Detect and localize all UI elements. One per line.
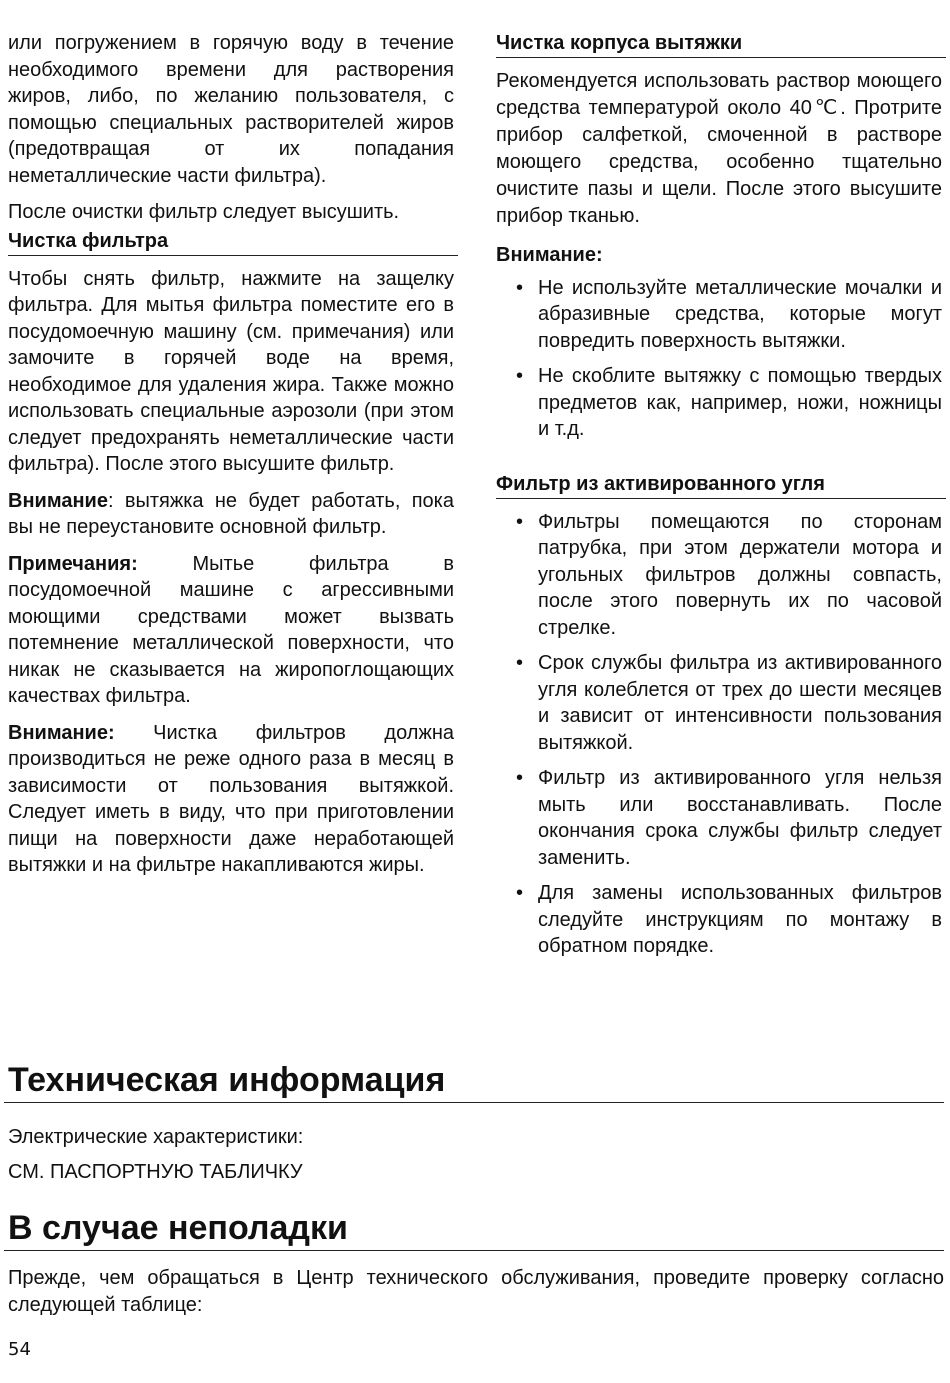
attention-list [496, 275, 942, 443]
body-cleaning-paragraph: Рекомендуется использовать раствор моющего средства температурой около 40℃. Протрите прибор салфеткой, смоченной в растворе моющего средства, особенно тщательно очистите пазы и щели. После этого высушите прибор тканью. [496, 70, 942, 227]
attention-text-2: Чистка фильтров должна производиться не реже одного раза в месяц в зависимости от пользования вытяжкой. Следует иметь в виду, что при приготовлении пищи на поверхности даже неработающей вытяжки и на фильтре накапливаются жиры. [8, 721, 454, 876]
troubleshooting-heading: В случае неполадки [4, 1208, 944, 1251]
attention-paragraph-2 [8, 720, 454, 879]
list-item: • Срок службы фильтра из активированного угля колеблется от трех до шести месяцев и зависит от интенсивности пользования вытяжкой. [496, 650, 942, 756]
carbon-filter-list [496, 509, 942, 960]
attention-label-2: Внимание: [8, 721, 115, 744]
list-item: • Фильтр из активированного угля нельзя мыть или восстанавливать. После окончания срока службы фильтр следует заменить. [496, 765, 942, 871]
list-item: • Для замены использованных фильтров следуйте инструкциям по монтажу в обратном порядке. [496, 880, 942, 960]
attention-text-1: : вытяжка не будет работать, пока вы не переустановите основной фильтр. [8, 489, 454, 538]
electrical-label: Электрические характеристики: [8, 1126, 304, 1148]
troubleshooting-section [8, 1208, 944, 1318]
rating-plate-note: СМ. ПАСПОРТНУЮ ТАБЛИЧКУ [8, 1160, 303, 1183]
notes-label: Примечания: [8, 552, 138, 575]
list-item: • Не используйте металлические мочалки и абразивные средства, которые могут повредить поверхность вытяжки. [496, 275, 942, 355]
list-item: • Фильтры помещаются по сторонам патрубка, при этом держатели мотора и угольных фильтров должны совпасть, после этого повернуть их по часовой стрелке. [496, 509, 942, 642]
attention-paragraph-1 [8, 488, 454, 541]
notes-text: Мытье фильтра в посудомоечной машине с агрессивными моющими средствами может вызвать потемнение металлической поверхности, что никак не сказывается на жиропоглощающих качествах фильтра. [8, 552, 454, 707]
body-cleaning-heading: Чистка корпуса вытяжки [496, 30, 946, 58]
notes-paragraph [8, 551, 454, 710]
carbon-filter-heading: Фильтр из активированного угля [496, 471, 946, 499]
attention-label-1: Внимание [8, 489, 108, 512]
page-number: 54 [8, 1339, 31, 1360]
troubleshooting-paragraph: Прежде, чем обращаться в Центр технического обслуживания, проведите проверку согласно следующей таблице: [8, 1267, 944, 1316]
attention-heading: Внимание: [496, 244, 603, 266]
tech-info-heading: Техническая информация [4, 1060, 944, 1103]
filter-cleaning-paragraph: Чтобы снять фильтр, нажмите на защелку фильтра. Для мытья фильтра поместите его в посудомоечную машину (см. примечания) или замочите в горячей воде на время, необходимое для удаления жира. Также можно использовать специальные аэрозоли (при этом следует предохранять неметаллические части фильтра). После этого высушите фильтр. [8, 267, 454, 475]
left-column [8, 30, 454, 879]
right-column [496, 30, 942, 970]
intro-paragraph: или погружением в горячую воду в течение необходимого времени для растворения жиров, либо, по желанию пользователя, с помощью специальных растворителей жиров (предотвращая от их попадания неметаллические части фильтра). [8, 32, 454, 187]
dry-note: После очистки фильтр следует высушить. [8, 201, 400, 223]
filter-cleaning-heading: Чистка фильтра [8, 228, 458, 256]
list-item: • Не скоблите вытяжку с помощью твердых предметов как, например, ножи, ножницы и т.д. [496, 363, 942, 443]
tech-info-section [8, 1060, 944, 1185]
